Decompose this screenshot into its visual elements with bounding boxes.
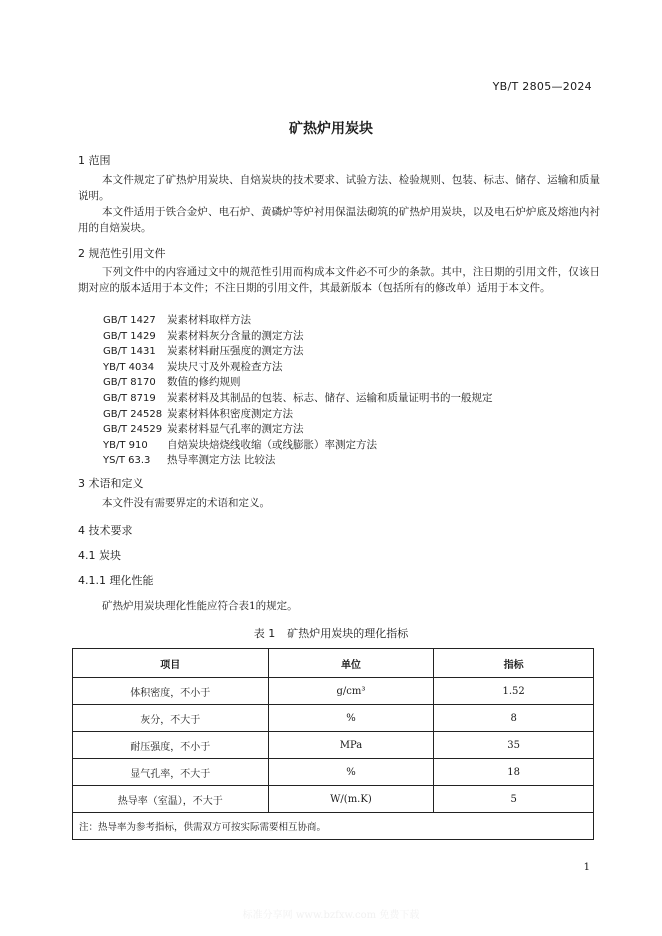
reference-item xyxy=(103,375,493,391)
watermark: 标准分享网 www.bzfxw.com 免费下载 xyxy=(242,910,420,921)
section-4-heading: 4 技术要求 xyxy=(78,524,133,537)
standard-number: YB/T 2805—2024 xyxy=(492,80,592,93)
table-header-row xyxy=(73,649,594,678)
cell-unit: W/(m.K) xyxy=(268,786,434,813)
cell-unit: MPa xyxy=(268,732,434,759)
column-header-value: 指标 xyxy=(434,649,594,678)
table-note: 注：热导率为参考指标，供需双方可按实际需要相互协商。 xyxy=(73,813,594,840)
reference-code: GB/T 1427 xyxy=(103,315,156,326)
reference-code: GB/T 24529 xyxy=(103,424,163,436)
reference-name: 炭素材料取样方法 xyxy=(167,314,251,326)
cell-unit: % xyxy=(268,705,434,732)
normative-reference-list xyxy=(103,313,493,469)
cell-value: 5 xyxy=(434,786,594,813)
reference-code: YB/T 910 xyxy=(103,439,148,451)
reference-name: 炭块尺寸及外观检查方法 xyxy=(167,360,283,373)
table-row xyxy=(73,759,594,786)
section-2-heading: 2 规范性引用文件 xyxy=(78,247,166,260)
table-caption-text: 矿热炉用炭块的理化指标 xyxy=(287,627,409,640)
section-4-paragraph-1: 矿热炉用炭块理化性能应符合表1的规定。 xyxy=(102,600,298,612)
table-caption xyxy=(0,625,662,641)
section-4-1-heading: 4.1 炭块 xyxy=(78,549,121,562)
reference-name: 自焙炭块焙烧线收缩（或线膨胀）率测定方法 xyxy=(167,438,377,451)
section-2-paragraph-1: 下列文件中的内容通过文中的规范性引用而构成本文件必不可少的条款。其中，注日期的引用文件，仅该日期对应的版本适用于本文件；不注日期的引用文件，其最新版本（包括所有的修改单）适用于本文件。 xyxy=(78,266,600,294)
cell-unit: g/cm³ xyxy=(268,678,434,705)
document-title: 矿热炉用炭块 xyxy=(289,121,373,137)
cell-item: 显气孔率，不大于 xyxy=(73,759,269,786)
reference-item xyxy=(103,344,493,360)
cell-item: 灰分，不大于 xyxy=(73,705,269,732)
reference-code: GB/T 24528 xyxy=(103,408,163,420)
table-row xyxy=(73,786,594,813)
column-header-item: 项目 xyxy=(73,649,269,678)
reference-code: GB/T 1431 xyxy=(103,346,156,358)
reference-item xyxy=(103,422,493,438)
cell-value: 18 xyxy=(434,759,594,786)
reference-name: 炭素材料显气孔率的测定方法 xyxy=(167,423,304,436)
reference-item xyxy=(103,407,493,423)
column-header-unit: 单位 xyxy=(268,649,434,678)
cell-item: 耐压强度，不小于 xyxy=(73,732,269,759)
reference-item xyxy=(103,313,493,329)
reference-item xyxy=(103,360,493,376)
table-number: 表 1 xyxy=(253,627,276,640)
reference-code: GB/T 8170 xyxy=(103,377,156,389)
cell-unit: % xyxy=(268,759,434,786)
table-row xyxy=(73,732,594,759)
reference-item xyxy=(103,329,493,345)
section-1-paragraph-2: 本文件适用于铁合金炉、电石炉、黄磷炉等炉衬用保温法砌筑的矿热炉用炭块，以及电石炉炉底及熔池内衬用的自焙炭块。 xyxy=(78,206,600,234)
properties-table xyxy=(72,648,594,840)
reference-code: YS/T 63.3 xyxy=(103,455,151,467)
table-note-row xyxy=(73,813,594,840)
page-number: 1 xyxy=(583,862,590,873)
reference-item xyxy=(103,391,493,407)
table-row xyxy=(73,678,594,705)
cell-value: 8 xyxy=(434,705,594,732)
reference-code: YB/T 4034 xyxy=(103,361,155,373)
reference-code: GB/T 1429 xyxy=(103,330,156,342)
cell-value: 35 xyxy=(434,732,594,759)
reference-name: 炭素材料体积密度测定方法 xyxy=(167,407,293,420)
reference-code: GB/T 8719 xyxy=(103,392,156,404)
table-row xyxy=(73,705,594,732)
section-4-1-1-heading: 4.1.1 理化性能 xyxy=(78,574,154,587)
reference-name: 数值的修约规则 xyxy=(167,376,241,389)
reference-name: 炭素材料及其制品的包装、标志、储存、运输和质量证明书的一般规定 xyxy=(167,391,493,404)
section-3-heading: 3 术语和定义 xyxy=(78,477,144,490)
reference-name: 热导率测定方法 比较法 xyxy=(167,454,276,467)
reference-name: 炭素材料耐压强度的测定方法 xyxy=(167,345,304,358)
section-3-paragraph-1: 本文件没有需要界定的术语和定义。 xyxy=(102,497,270,509)
cell-item: 热导率（室温），不大于 xyxy=(73,786,269,813)
cell-value: 1.52 xyxy=(434,678,594,705)
section-1-paragraph-1: 本文件规定了矿热炉用炭块、自焙炭块的技术要求、试验方法、检验规则、包装、标志、储存、运输和质量说明。 xyxy=(78,174,600,202)
reference-name: 炭素材料灰分含量的测定方法 xyxy=(167,329,304,342)
reference-item xyxy=(103,453,493,469)
section-1-heading: 1 范围 xyxy=(78,154,111,167)
cell-item: 体积密度，不小于 xyxy=(73,678,269,705)
reference-item xyxy=(103,438,493,454)
